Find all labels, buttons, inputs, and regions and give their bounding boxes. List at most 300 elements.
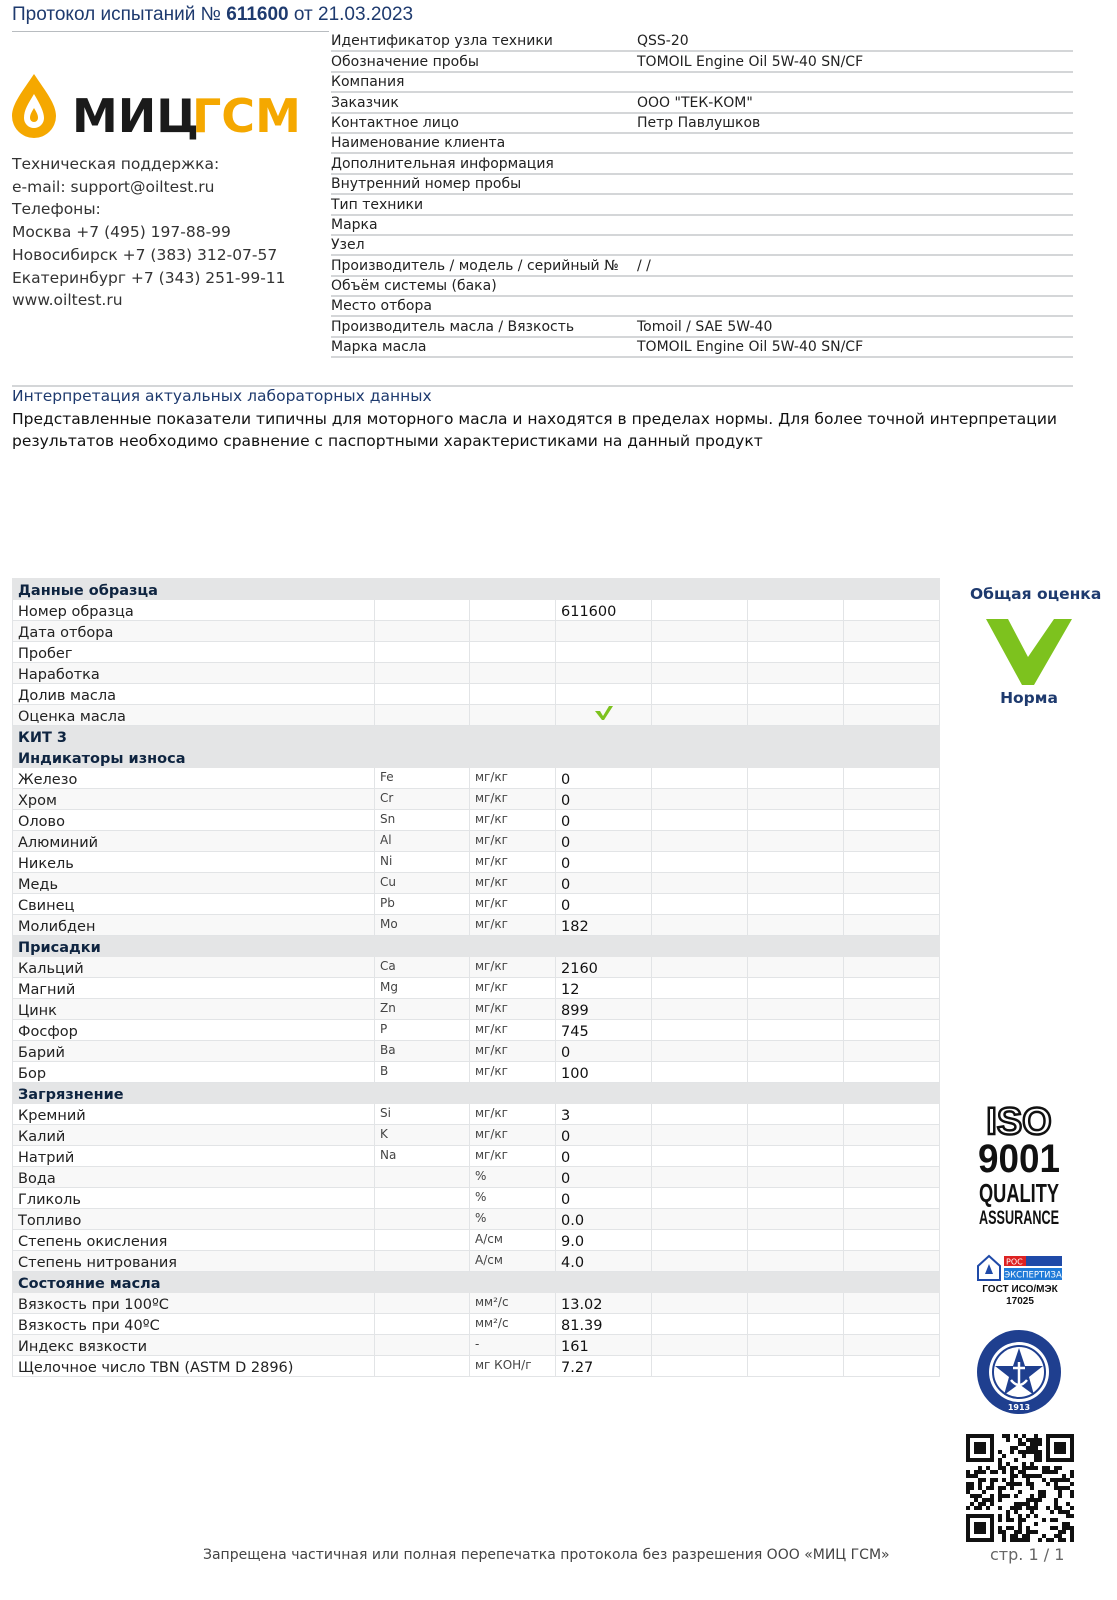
empty-cell — [844, 1314, 940, 1335]
param-value: 0 — [556, 1125, 652, 1146]
param-value: 0 — [556, 1188, 652, 1209]
param-value: 4.0 — [556, 1251, 652, 1272]
empty-cell — [844, 1188, 940, 1209]
empty-cell — [844, 957, 940, 978]
param-name: Номер образца — [13, 600, 375, 621]
info-label: Компания — [331, 74, 405, 91]
param-symbol: Na — [375, 1146, 470, 1167]
empty-cell — [748, 852, 844, 873]
support-email[interactable]: e-mail: support@oiltest.ru — [12, 177, 215, 196]
param-symbol: Si — [375, 1104, 470, 1125]
empty-cell — [652, 621, 748, 642]
empty-cell — [844, 642, 940, 663]
info-label: Марка — [331, 216, 378, 233]
empty-cell — [844, 978, 940, 999]
empty-cell — [748, 1062, 844, 1083]
param-unit: мг/кг — [470, 831, 556, 852]
param-value: 899 — [556, 999, 652, 1020]
empty-cell — [652, 894, 748, 915]
param-value — [556, 642, 652, 663]
table-row — [13, 957, 940, 978]
param-name: Цинк — [13, 999, 375, 1020]
empty-cell — [748, 957, 844, 978]
logo-text-mic: МИЦ — [72, 89, 199, 143]
param-name: Дата отбора — [13, 621, 375, 642]
param-name: Никель — [13, 852, 375, 873]
table-row — [13, 1041, 940, 1062]
phone-novosibirsk[interactable]: Новосибирск +7 (383) 312-07-57 — [12, 245, 278, 264]
section-header-wear — [13, 747, 940, 768]
param-value: 2160 — [556, 957, 652, 978]
empty-cell — [844, 1041, 940, 1062]
empty-cell — [844, 1356, 940, 1377]
info-value: Tomoil / SAE 5W-40 — [637, 318, 773, 335]
empty-cell — [470, 705, 556, 726]
info-row — [331, 154, 1073, 174]
empty-cell — [652, 1188, 748, 1209]
empty-cell — [748, 978, 844, 999]
empty-cell — [748, 873, 844, 894]
param-name: Топливо — [13, 1209, 375, 1230]
table-row — [13, 705, 940, 726]
param-symbol — [375, 1293, 470, 1314]
protocol-title — [12, 4, 413, 26]
param-value: 0 — [556, 894, 652, 915]
table-row — [13, 1104, 940, 1125]
empty-cell — [652, 642, 748, 663]
param-symbol: B — [375, 1062, 470, 1083]
param-value: 7.27 — [556, 1356, 652, 1377]
param-value: 100 — [556, 1062, 652, 1083]
param-value: 0 — [556, 1041, 652, 1062]
section-header-kit — [13, 726, 940, 747]
table-row — [13, 1335, 940, 1356]
param-name: Хром — [13, 789, 375, 810]
param-symbol: Ca — [375, 957, 470, 978]
info-label: Производитель масла / Вязкость — [331, 318, 575, 335]
empty-cell — [748, 1251, 844, 1272]
empty-cell — [748, 1356, 844, 1377]
empty-cell — [470, 663, 556, 684]
param-value: 0.0 — [556, 1209, 652, 1230]
param-unit: - — [470, 1335, 556, 1356]
param-value: 0 — [556, 852, 652, 873]
param-unit: мг/кг — [470, 957, 556, 978]
empty-cell — [652, 831, 748, 852]
param-value: 161 — [556, 1335, 652, 1356]
param-unit: мг/кг — [470, 894, 556, 915]
empty-cell — [844, 1293, 940, 1314]
info-label: Заказчик — [331, 94, 399, 111]
empty-cell — [652, 1125, 748, 1146]
table-row — [13, 1146, 940, 1167]
param-value: 0 — [556, 873, 652, 894]
info-row — [331, 195, 1073, 215]
empty-cell — [844, 621, 940, 642]
table-row — [13, 978, 940, 999]
info-label: Производитель / модель / серийный № — [331, 257, 619, 274]
empty-cell — [844, 1335, 940, 1356]
overall-label: Норма — [1000, 689, 1058, 707]
overall-title: Общая оценка — [970, 585, 1102, 603]
info-value: TOMOIL Engine Oil 5W-40 SN/CF — [637, 53, 864, 70]
table-row — [13, 1167, 940, 1188]
empty-cell — [748, 1293, 844, 1314]
empty-cell — [748, 1146, 844, 1167]
info-value: ООО "ТЕК-КОМ" — [637, 94, 753, 111]
empty-cell — [652, 1146, 748, 1167]
empty-cell — [844, 1230, 940, 1251]
ros-bottom2: 17025 — [1006, 1296, 1034, 1307]
qr-code[interactable] — [966, 1434, 1074, 1542]
iso-line1: ISO — [986, 1101, 1052, 1143]
param-unit: мг/кг — [470, 1146, 556, 1167]
table-row — [13, 1062, 940, 1083]
empty-cell — [844, 1209, 940, 1230]
empty-cell — [375, 642, 470, 663]
param-unit: мг/кг — [470, 999, 556, 1020]
table-row — [13, 873, 940, 894]
empty-cell — [652, 957, 748, 978]
param-name: Гликоль — [13, 1188, 375, 1209]
empty-cell — [748, 915, 844, 936]
param-value — [556, 663, 652, 684]
empty-cell — [470, 684, 556, 705]
check-icon — [984, 615, 1074, 687]
phone-ekaterinburg[interactable]: Екатеринбург +7 (343) 251-99-11 — [12, 268, 286, 287]
empty-cell — [652, 1230, 748, 1251]
section-header-contamination — [13, 1083, 940, 1104]
param-unit: мг КОН/г — [470, 1356, 556, 1377]
info-row — [331, 277, 1073, 297]
table-row — [13, 831, 940, 852]
table-row — [13, 663, 940, 684]
param-name: Молибден — [13, 915, 375, 936]
info-row — [331, 256, 1073, 276]
table-row — [13, 1230, 940, 1251]
empty-cell — [748, 894, 844, 915]
info-value: Петр Павлушков — [637, 114, 761, 131]
empty-cell — [652, 1209, 748, 1230]
param-symbol — [375, 1188, 470, 1209]
info-row — [331, 338, 1073, 358]
empty-cell — [844, 999, 940, 1020]
table-row — [13, 642, 940, 663]
empty-cell — [844, 1125, 940, 1146]
logo-text-gsm: ГСМ — [192, 89, 301, 143]
param-symbol — [375, 1167, 470, 1188]
section-title: КИТ 3 — [13, 726, 940, 747]
interpretation-text: Представленные показатели типичны для моторного масла и находятся в пределах нормы. Для более точной интерпретации результатов необходимо сравнение с паспортными характеристиками на данный продукт — [12, 410, 1057, 450]
lab-results-table — [12, 578, 940, 1377]
empty-cell — [652, 810, 748, 831]
info-value: TOMOIL Engine Oil 5W-40 SN/CF — [637, 339, 864, 356]
param-unit: мг/кг — [470, 810, 556, 831]
empty-cell — [748, 999, 844, 1020]
empty-cell — [375, 600, 470, 621]
table-row — [13, 1188, 940, 1209]
ros-mid: ЭКСПЕРТИЗА — [1004, 1270, 1062, 1281]
param-unit: А/см — [470, 1230, 556, 1251]
society-seal — [975, 1328, 1063, 1416]
empty-cell — [748, 642, 844, 663]
empty-cell — [748, 1125, 844, 1146]
param-value: 0 — [556, 768, 652, 789]
iso-9001-badge — [974, 1102, 1064, 1232]
table-row — [13, 1356, 940, 1377]
param-name: Вязкость при 100ºС — [13, 1293, 375, 1314]
section-title: Данные образца — [13, 579, 940, 600]
section-header-additives — [13, 936, 940, 957]
empty-cell — [844, 810, 940, 831]
param-symbol: K — [375, 1125, 470, 1146]
table-row — [13, 1125, 940, 1146]
param-name: Пробег — [13, 642, 375, 663]
param-value: 611600 — [556, 600, 652, 621]
param-name: Магний — [13, 978, 375, 999]
table-row — [13, 915, 940, 936]
param-name: Степень нитрования — [13, 1251, 375, 1272]
param-unit: мг/кг — [470, 873, 556, 894]
param-symbol: P — [375, 1020, 470, 1041]
empty-cell — [470, 642, 556, 663]
info-label: Наименование клиента — [331, 135, 506, 152]
param-name: Натрий — [13, 1146, 375, 1167]
empty-cell — [652, 873, 748, 894]
param-unit: А/см — [470, 1251, 556, 1272]
empty-cell — [844, 1062, 940, 1083]
empty-cell — [844, 894, 940, 915]
empty-cell — [748, 1188, 844, 1209]
table-row — [13, 1209, 940, 1230]
empty-cell — [652, 999, 748, 1020]
param-unit: мг/кг — [470, 1125, 556, 1146]
param-symbol: Pb — [375, 894, 470, 915]
param-unit: мг/кг — [470, 1020, 556, 1041]
empty-cell — [748, 1335, 844, 1356]
support-phones-label: Телефоны: — [12, 200, 101, 219]
info-row — [331, 93, 1073, 113]
phone-moscow[interactable]: Москва +7 (495) 197-88-99 — [12, 223, 231, 242]
param-unit: % — [470, 1167, 556, 1188]
param-value: 0 — [556, 810, 652, 831]
param-symbol: Al — [375, 831, 470, 852]
param-symbol — [375, 1356, 470, 1377]
table-row — [13, 852, 940, 873]
iso-line2: 9001 — [978, 1137, 1060, 1181]
param-unit: % — [470, 1188, 556, 1209]
table-row — [13, 999, 940, 1020]
param-name: Свинец — [13, 894, 375, 915]
info-label: Идентификатор узла техники — [331, 33, 553, 50]
param-unit: мг/кг — [470, 1104, 556, 1125]
empty-cell — [748, 1230, 844, 1251]
param-symbol: Mo — [375, 915, 470, 936]
info-row — [331, 73, 1073, 93]
info-row — [331, 317, 1073, 337]
protocol-date: от 21.03.2023 — [293, 4, 414, 25]
iso-line4: ASSURANCE — [979, 1208, 1059, 1229]
section-header-condition — [13, 1272, 940, 1293]
param-name: Кремний — [13, 1104, 375, 1125]
param-name: Железо — [13, 768, 375, 789]
param-name: Алюминий — [13, 831, 375, 852]
info-label: Внутренний номер пробы — [331, 176, 522, 193]
empty-cell — [748, 789, 844, 810]
info-row — [331, 134, 1073, 154]
info-value: / / — [637, 257, 651, 274]
table-row — [13, 810, 940, 831]
empty-cell — [748, 1167, 844, 1188]
param-value — [556, 684, 652, 705]
empty-cell — [844, 684, 940, 705]
empty-cell — [652, 1041, 748, 1062]
param-value: 182 — [556, 915, 652, 936]
param-name: Наработка — [13, 663, 375, 684]
empty-cell — [748, 1314, 844, 1335]
param-name: Кальций — [13, 957, 375, 978]
empty-cell — [748, 663, 844, 684]
param-unit: мг/кг — [470, 1041, 556, 1062]
empty-cell — [844, 600, 940, 621]
empty-cell — [652, 1314, 748, 1335]
param-symbol — [375, 1335, 470, 1356]
info-label: Контактное лицо — [331, 114, 459, 131]
param-unit: мг/кг — [470, 852, 556, 873]
param-name: Степень окисления — [13, 1230, 375, 1251]
info-label: Узел — [331, 237, 365, 254]
support-heading: Техническая поддержка: — [12, 155, 220, 173]
empty-cell — [652, 1104, 748, 1125]
info-label: Объём системы (бака) — [331, 278, 497, 295]
empty-cell — [375, 684, 470, 705]
table-row — [13, 789, 940, 810]
param-symbol: Cr — [375, 789, 470, 810]
ros-bottom1: ГОСТ ИСО/МЭК — [982, 1284, 1058, 1295]
param-name: Щелочное число TBN (ASTM D 2896) — [13, 1356, 375, 1377]
empty-cell — [844, 852, 940, 873]
empty-cell — [844, 705, 940, 726]
param-name: Фосфор — [13, 1020, 375, 1041]
param-unit: мм²/с — [470, 1293, 556, 1314]
param-value: 81.39 — [556, 1314, 652, 1335]
param-unit: мг/кг — [470, 789, 556, 810]
company-logo — [12, 72, 302, 142]
empty-cell — [844, 663, 940, 684]
empty-cell — [748, 684, 844, 705]
section-header-sample — [13, 579, 940, 600]
section-title: Индикаторы износа — [13, 747, 940, 768]
page-number: стр. 1 / 1 — [990, 1545, 1065, 1564]
copyright-notice: Запрещена частичная или полная перепечатка протокола без разрешения ООО «МИЦ ГСМ» — [203, 1547, 890, 1563]
empty-cell — [375, 621, 470, 642]
empty-cell — [652, 1293, 748, 1314]
table-row — [13, 1293, 940, 1314]
oil-rating-cell — [556, 705, 652, 726]
param-name: Медь — [13, 873, 375, 894]
website-link[interactable]: www.oiltest.ru — [12, 291, 123, 310]
table-row — [13, 1020, 940, 1041]
param-symbol: Ni — [375, 852, 470, 873]
empty-cell — [652, 1356, 748, 1377]
param-value: 0 — [556, 789, 652, 810]
empty-cell — [375, 663, 470, 684]
empty-cell — [748, 1020, 844, 1041]
empty-cell — [748, 831, 844, 852]
param-name: Индекс вязкости — [13, 1335, 375, 1356]
param-name: Долив масла — [13, 684, 375, 705]
empty-cell — [652, 978, 748, 999]
seal-year: 1913 — [1007, 1403, 1031, 1412]
info-row — [331, 236, 1073, 256]
param-value: 12 — [556, 978, 652, 999]
param-symbol: Ba — [375, 1041, 470, 1062]
info-row — [331, 52, 1073, 72]
empty-cell — [652, 768, 748, 789]
empty-cell — [748, 1209, 844, 1230]
param-name: Барий — [13, 1041, 375, 1062]
param-value: 0 — [556, 1146, 652, 1167]
param-symbol: Mg — [375, 978, 470, 999]
header-divider — [12, 31, 329, 32]
empty-cell — [748, 705, 844, 726]
check-icon — [594, 705, 614, 721]
param-value: 3 — [556, 1104, 652, 1125]
info-row — [331, 32, 1073, 52]
sample-info-table — [331, 32, 1073, 358]
empty-cell — [748, 768, 844, 789]
empty-cell — [652, 1020, 748, 1041]
empty-cell — [844, 768, 940, 789]
table-row — [13, 1314, 940, 1335]
param-value: 0 — [556, 831, 652, 852]
info-value: QSS-20 — [637, 33, 689, 50]
table-row — [13, 621, 940, 642]
param-name: Олово — [13, 810, 375, 831]
empty-cell — [652, 684, 748, 705]
param-unit: мг/кг — [470, 915, 556, 936]
empty-cell — [844, 1020, 940, 1041]
param-name: Бор — [13, 1062, 375, 1083]
table-row — [13, 1251, 940, 1272]
empty-cell — [748, 1041, 844, 1062]
section-title: Состояние масла — [13, 1272, 940, 1293]
param-symbol: Zn — [375, 999, 470, 1020]
empty-cell — [844, 789, 940, 810]
empty-cell — [748, 621, 844, 642]
param-symbol — [375, 1314, 470, 1335]
param-unit: мг/кг — [470, 768, 556, 789]
param-name: Вязкость при 40ºС — [13, 1314, 375, 1335]
section-title: Загрязнение — [13, 1083, 940, 1104]
ros-top: РОС — [1006, 1257, 1023, 1267]
support-block — [12, 153, 286, 312]
empty-cell — [652, 600, 748, 621]
overall-assessment — [970, 585, 1102, 707]
protocol-title-prefix: Протокол испытаний № — [12, 4, 221, 25]
param-name: Калий — [13, 1125, 375, 1146]
empty-cell — [748, 600, 844, 621]
empty-cell — [844, 873, 940, 894]
empty-cell — [844, 1251, 940, 1272]
empty-cell — [652, 1062, 748, 1083]
empty-cell — [470, 600, 556, 621]
table-row — [13, 684, 940, 705]
info-label: Тип техники — [331, 196, 424, 213]
empty-cell — [748, 810, 844, 831]
info-row — [331, 216, 1073, 236]
empty-cell — [844, 831, 940, 852]
